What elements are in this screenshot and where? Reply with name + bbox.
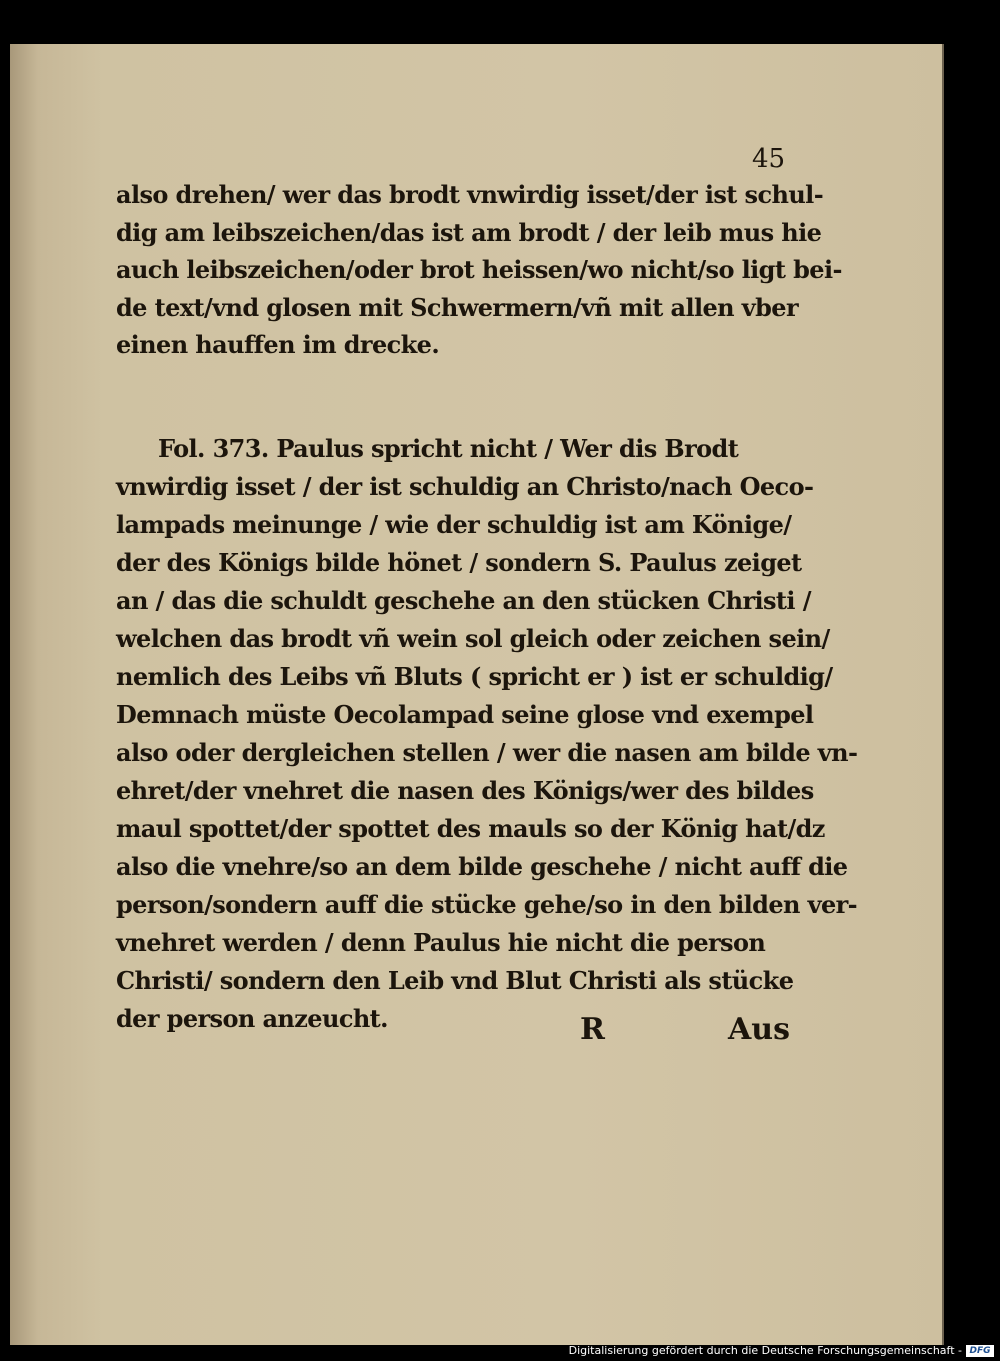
- page-number: 45: [752, 144, 786, 174]
- text-line: der des Königs bilde hönet / sondern S. Paulus zeiget: [116, 548, 802, 577]
- text-line: ehret/der vnehret die nasen des Königs/wer des bildes: [116, 776, 814, 805]
- text-line: vnehret werden / denn Paulus hie nicht die person: [116, 928, 766, 957]
- text-line: de text/vnd glosen mit Schwermern/vñ mit allen vber: [116, 292, 798, 322]
- text-line: also die vnehre/so an dem bilde geschehe / nicht auff die: [116, 852, 848, 881]
- text-line: person/sondern auff die stücke gehe/so in den bilden ver-: [116, 890, 858, 919]
- text-line: an / das die schuldt geschehe an den stücken Christi /: [116, 586, 811, 615]
- text-line: auch leibszeichen/oder brot heissen/wo nicht/so ligt bei-: [116, 255, 842, 284]
- footer-credit: [569, 1344, 962, 1357]
- paragraph-1: [116, 176, 842, 364]
- catchword-row: [580, 1012, 790, 1047]
- catchword: Aus: [728, 1012, 790, 1047]
- paragraph-2: [116, 430, 858, 1038]
- text-line: also oder dergleichen stellen / wer die nasen am bilde vn-: [116, 738, 858, 767]
- dfg-logo-icon: DFG: [966, 1345, 994, 1357]
- text-line: maul spottet/der spottet des mauls so der König hat/dz: [116, 814, 825, 843]
- text-line: einen hauffen im drecke.: [116, 330, 440, 359]
- text-line: also drehen/ wer das brodt vnwirdig isset/der ist schul-: [116, 180, 824, 209]
- text-line: lampads meinunge / wie der schuldig ist am Könige/: [116, 510, 792, 539]
- text-line: Fol. 373. Paulus spricht nicht / Wer dis Brodt: [158, 434, 739, 463]
- text-line: vnwirdig isset / der ist schuldig an Christo/nach Oeco-: [116, 472, 814, 501]
- text-line: der person anzeucht.: [116, 1004, 388, 1033]
- book-page: [10, 44, 944, 1345]
- footer-text: Digitalisierung gefördert durch die Deutsche Forschungsgemeinschaft -: [568, 1344, 962, 1357]
- text-line: dig am leibszeichen/das ist am brodt / der leib mus hie: [116, 217, 822, 247]
- text-line: Christi/ sondern den Leib vnd Blut Christi als stücke: [116, 966, 794, 995]
- text-line: nemlich des Leibs vñ Bluts ( spricht er ) ist er schuldig/: [116, 662, 833, 691]
- signature-mark: R: [580, 1012, 605, 1047]
- text-line: Demnach müste Oecolampad seine glose vnd exempel: [116, 700, 814, 729]
- text-line: welchen das brodt vñ wein sol gleich oder zeichen sein/: [116, 624, 830, 653]
